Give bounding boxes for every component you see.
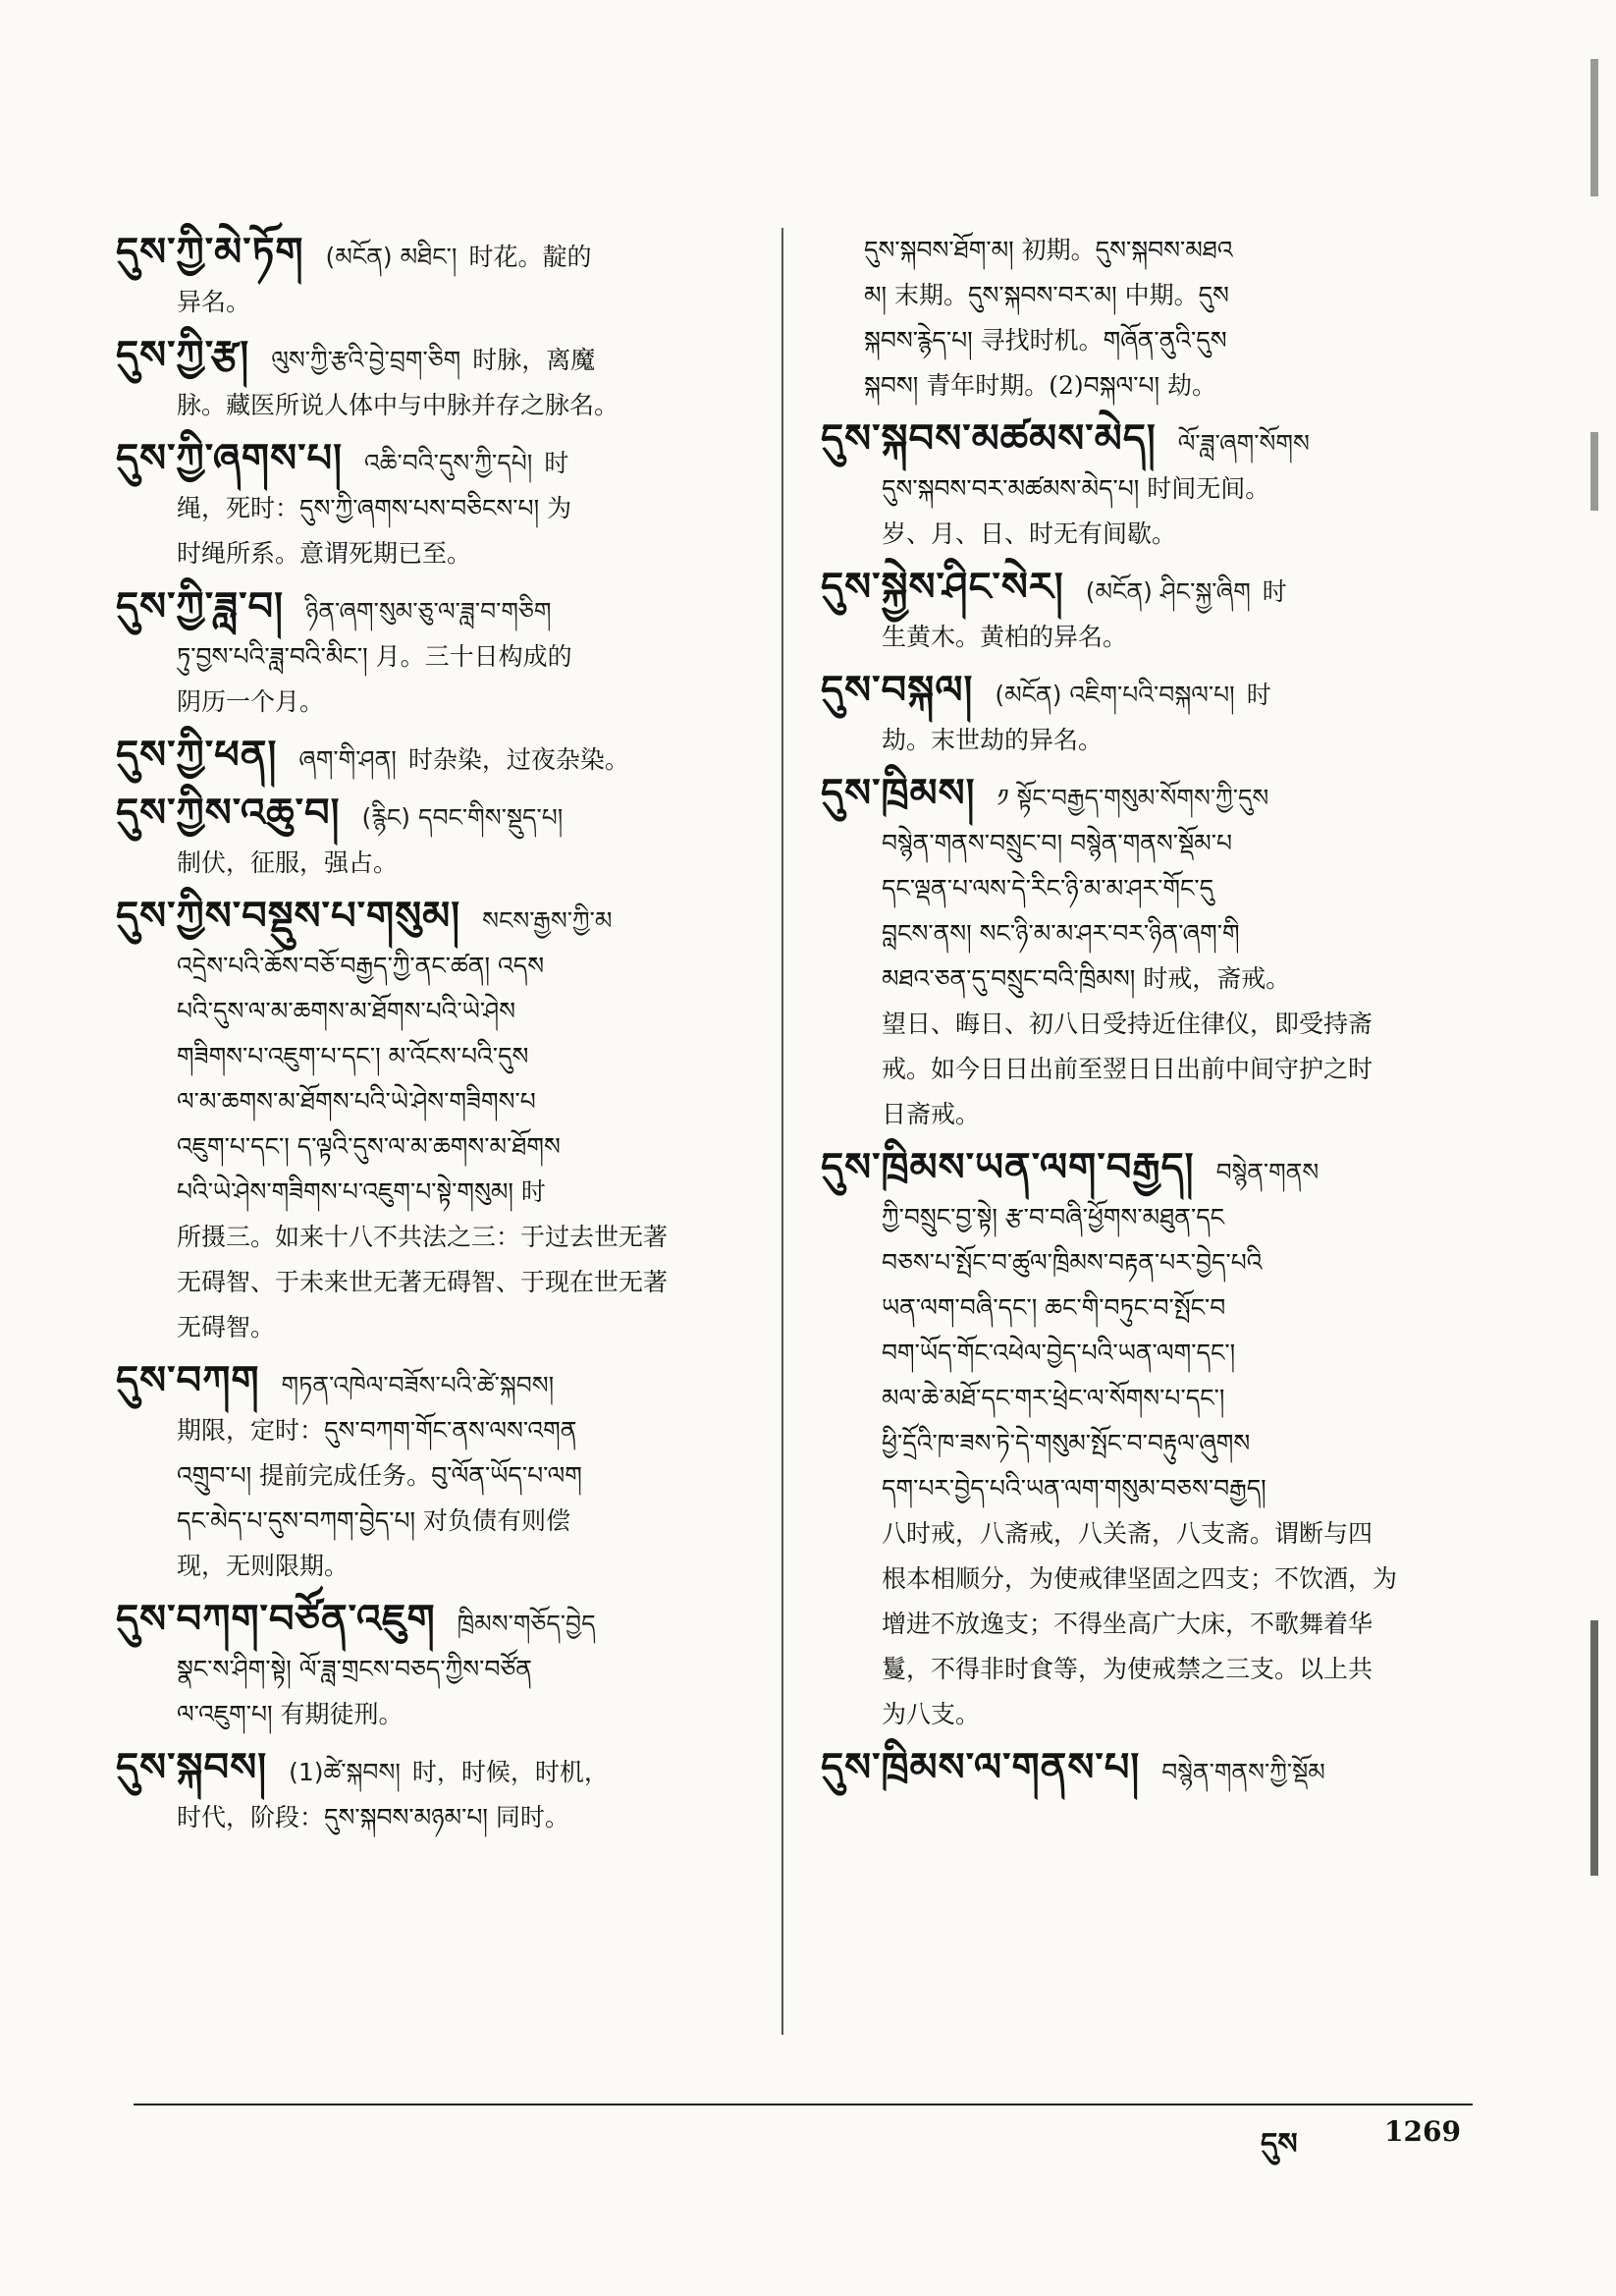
entry-continuation-line: 岁、月、日、时无有间歇。 (882, 519, 1177, 548)
entry-continuation-line: 所摄三。如来十八不共法之三：于过去世无著 (177, 1223, 669, 1251)
entry-continuation-line: 阴历一个月。 (177, 687, 325, 716)
entry-headword: དུས་ཀྱིས་འཆུ་བ། (116, 791, 341, 836)
entry-continuation-line: ཕྱི་དྲོའི་ཁ་ཟས་ཏེ་དེ་གསུམ་སྤོང་བ་བརྟུལ་ཞུགས (882, 1429, 1251, 1457)
dictionary-entry (116, 582, 752, 725)
entry-continuation-line: ཡན་ལག་བཞི་དང་། ཆང་གི་བཏུང་བ་སྤོང་བ (882, 1293, 1226, 1322)
column-divider (781, 228, 783, 2035)
entry-tibetan-definition: ཞག་གི་ཤན། (298, 745, 397, 774)
entry-first-line (821, 1743, 1469, 1795)
entry-continuation-line: བླངས་ནས། སང་ཉི་མ་མ་ཤར་བར་ཉིན་ཞག་གི (882, 919, 1240, 948)
page-number: 1269 (1384, 2115, 1461, 2148)
entry-continuation-line: 绳，死时：དུས་ཀྱི་ཞགས་པས་བཅིངས་པ། 为 (177, 494, 572, 522)
dictionary-entry (821, 769, 1469, 1137)
entry-continuation-line: དུས་སྐབས་བར་མཚམས་མེད་པ། 时间无间。 (882, 474, 1270, 503)
entry-first-line (116, 1356, 752, 1408)
entry-continuation-line: བག་ཡོད་གོང་འཕེལ་བྱེད་པའི་ཡན་ལག་དང་། (882, 1339, 1236, 1367)
entry-first-line (116, 1743, 752, 1795)
entry-continuation-line: པའི་ཡེ་ཤེས་གཟིགས་པ་འཇུག་པ་སྟེ་གསུམ། 时 (177, 1177, 546, 1206)
entry-continuation-line: འདྲེས་པའི་ཆོས་བཅོ་བརྒྱད་ཀྱི་ནང་ཚན། འདས (177, 952, 545, 980)
entry-tibetan-definition: (མངོན) མཐིང་། (325, 243, 458, 271)
entry-first-line (821, 666, 1469, 718)
entry-continuation-line: འགྲུབ་པ། 提前完成任务。བུ་ལོན་ཡོད་པ་ལག (177, 1461, 582, 1490)
entry-continuation-line: སྐབས་རྙེད་པ། 寻找时机。གཞོན་ནུའི་དུས (864, 326, 1227, 355)
entry-chinese-definition: 时 (544, 449, 569, 477)
entry-continuation-line: སྐབས། 青年时期。(2)བསྐལ་པ། 劫。 (864, 371, 1217, 400)
entry-chinese-definition: 时，时候，时机， (411, 1758, 609, 1786)
entry-continuation-line: 现，无则限期。 (177, 1552, 350, 1580)
entry-first-line (116, 434, 752, 486)
dictionary-entry (116, 228, 752, 325)
scan-edge-mark (1590, 1620, 1598, 1876)
entry-continuation-line: འཇུག་པ་དང་། ད་ལྟའི་དུས་ལ་མ་ཆགས་མ་ཐོགས (177, 1132, 561, 1161)
entry-headword: དུས་བསྐལ། (821, 668, 974, 713)
entry-first-line (821, 1143, 1469, 1195)
entry-tibetan-definition: (མངོན) ཤིང་སྐྱ་ཞིག (1085, 577, 1251, 606)
entry-continuation-line: སྣང་ས་ཤིག་སྟེ། ལོ་ཟླ་གྲངས་བཅད་ཀྱིས་བཙོན (177, 1655, 532, 1683)
entry-continuation-line: ལ་འཇུག་པ། 有期徒刑。 (177, 1700, 404, 1728)
dictionary-entry (821, 563, 1469, 660)
entry-continuation-line: 劫。末世劫的异名。 (882, 726, 1104, 754)
entry-continuation-line: མ། 末期。དུས་སྐབས་བར་མ། 中期。དུས (864, 281, 1229, 309)
entry-continuation-line: 无碍智。 (177, 1313, 276, 1341)
entry-headword: དུས་ཀྱི་ཟླ་བ། (116, 584, 284, 629)
entry-continuation-line: མཐའ་ཅན་དུ་བསྲུང་བའི་ཁྲིམས། 时戒，斋戒。 (882, 964, 1291, 993)
entry-tibetan-definition: སངས་རྒྱས་ཀྱི་མ (482, 906, 613, 935)
entry-continuation-line: 时代，阶段：དུས་སྐབས་མཉམ་པ། 同时。 (177, 1803, 569, 1831)
entry-chinese-definition: 时花。靛的 (468, 243, 592, 271)
dictionary-entry (116, 1595, 752, 1737)
entry-first-line (116, 892, 752, 944)
entry-tibetan-definition: (རྙིང) དབང་གིས་སྡུད་པ། (361, 803, 564, 832)
dictionary-entry (116, 892, 752, 1350)
entry-continuation-line: ལ་མ་ཆགས་མ་ཐོགས་པའི་ཡེ་ཤེས་གཟིགས་པ (177, 1087, 536, 1116)
right-column (821, 228, 1469, 1801)
entry-headword: དུས་ཀྱིས་བསྡུས་པ་གསུམ། (116, 894, 461, 939)
entry-headword: དུས་སྐྱེས་ཤིང་སེར། (821, 565, 1064, 610)
entry-continuation-line: 增进不放逸支；不得坐高广大床，不歌舞着华 (882, 1610, 1374, 1638)
entry-headword: དུས་སྐབས། (116, 1745, 268, 1790)
entry-headword: དུས་ཁྲིམས། (821, 771, 976, 816)
entry-continuation-line: 脉。藏医所说人体中与中脉并存之脉名。 (177, 391, 619, 419)
entry-continuation-line: 生黄木。黄柏的异名。 (882, 623, 1128, 651)
dictionary-entry (116, 1356, 752, 1589)
entry-tibetan-definition: ༡ སྟོང་བརྒྱད་གསུམ་སོགས་ཀྱི་དུས (997, 784, 1269, 812)
entry-first-line (116, 789, 752, 841)
entry-headword: དུས་སྐབས་མཚམས་མེད། (821, 416, 1157, 462)
dictionary-entry (821, 1143, 1469, 1737)
dictionary-entry (821, 666, 1469, 763)
entry-continuation-line: 为八支。 (882, 1700, 981, 1728)
entry-continuation-line: དང་མེད་པ་དུས་བཀག་བྱེད་པ། 对负债有则偿 (177, 1506, 571, 1535)
entry-tibetan-definition: ལོ་ཟླ་ཞག་སོགས (1177, 429, 1310, 458)
dictionary-entry (116, 789, 752, 886)
entry-continuation-line: 制伏，征服，强占。 (177, 848, 399, 877)
entry-tibetan-definition: འཆི་བའི་དུས་ཀྱི་དཔེ། (364, 449, 533, 477)
dictionary-entry (821, 1743, 1469, 1795)
entry-first-line (821, 563, 1469, 615)
entry-continuation-line: བསྙེན་གནས་བསྲུང་བ། བསྙེན་གནས་སྡོམ་པ (882, 829, 1232, 857)
footer-rule (134, 2104, 1473, 2105)
entry-continuation-line: པའི་དུས་ལ་མ་ཆགས་མ་ཐོགས་པའི་ཡེ་ཤེས (177, 997, 516, 1025)
entry-continuation-line: དང་ལྡན་པ་ལས་དེ་རིང་ཉི་མ་མ་ཤར་གོང་དུ (882, 874, 1214, 902)
entry-first-line (116, 331, 752, 383)
entry-headword: དུས་ཀྱི་རྩ། (116, 333, 250, 378)
entry-continuation-line: དག་པར་བྱེད་པའི་ཡན་ལག་གསུམ་བཅས་བརྒྱད། (882, 1474, 1266, 1503)
entry-first-line (116, 228, 752, 280)
dictionary-entry (821, 228, 1469, 409)
entry-continuation-line: 无碍智、于未来世无著无碍智、于现在世无著 (177, 1268, 669, 1296)
dictionary-entry (116, 434, 752, 576)
dictionary-entry (821, 414, 1469, 557)
entry-chinese-definition: 时杂染，过夜杂染。 (407, 745, 629, 774)
entry-tibetan-definition: ཉིན་ཞག་སུམ་ཅུ་ལ་ཟླ་བ་གཅིག (305, 597, 552, 626)
entry-headword: དུས་ཀྱི་ཞགས་པ། (116, 436, 343, 481)
left-column (116, 228, 752, 1846)
entry-continuation-line: མལ་ཆེ་མཐོ་དང་གར་ཕྲེང་ལ་སོགས་པ་དང་། (882, 1384, 1225, 1412)
entry-headword: དུས་ཁྲིམས་ལ་གནས་པ། (821, 1745, 1141, 1790)
entry-continuation-line: བཅས་པ་སྤོང་བ་ཚུལ་ཁྲིམས་བརྟན་པར་བྱེད་པའི (882, 1248, 1263, 1277)
entry-headword: དུས་བཀག་བཙོན་འཇུག (116, 1597, 436, 1642)
entry-headword: དུས་བཀག (116, 1358, 260, 1403)
entry-continuation-line: 日斋戒。 (882, 1100, 981, 1128)
entry-continuation-line: 鬘，不得非时食等，为使戒禁之三支。以上共 (882, 1655, 1374, 1683)
entry-continuation-line: 异名。 (177, 288, 251, 316)
entry-continuation-line: 期限，定时：དུས་བཀག་གོང་ནས་ལས་འགན (177, 1416, 577, 1445)
entry-first-line (116, 582, 752, 634)
entry-continuation-line: ཀྱི་བསྲུང་བྱ་སྟེ། རྩ་བ་བཞི་ཕྱོགས་མཐུན་དང (882, 1203, 1225, 1231)
entry-tibetan-definition: (མངོན) འཇིག་པའི་བསྐལ་པ། (995, 681, 1235, 709)
dictionary-entry (116, 331, 752, 428)
entry-tibetan-definition: ཁྲིམས་གཅོད་བྱེད (457, 1610, 596, 1638)
entry-continuation-line: དུས་སྐབས་ཐོག་མ། 初期。དུས་སྐབས་མཐའ (864, 236, 1233, 264)
entry-continuation-line: ཏུ་བྱས་པའི་ཟླ་བའི་མིང་། 月。三十日构成的 (177, 642, 572, 671)
entry-headword: དུས་ཀྱི་མེ་ཏོག (116, 230, 304, 275)
entry-headword: དུས་ཀྱི་ཕན། (116, 733, 278, 778)
entry-first-line (821, 414, 1469, 466)
entry-tibetan-definition: གཏན་འཁེལ་བཟོས་པའི་ཚེ་སྐབས། (281, 1371, 555, 1399)
dictionary-entry (116, 1743, 752, 1840)
entry-tibetan-definition: ལུས་ཀྱི་རྩའི་བྱེ་བྲག་ཅིག (271, 346, 461, 374)
dictionary-entry (116, 731, 752, 783)
running-head: དུས (1261, 2127, 1298, 2161)
entry-headword: དུས་ཁྲིམས་ཡན་ལག་བརྒྱད། (821, 1145, 1195, 1190)
entry-tibetan-definition: བསྙེན་གནས (1215, 1158, 1320, 1186)
entry-first-line (821, 769, 1469, 821)
entry-tibetan-definition: (1)ཚེ་སྐབས། (289, 1758, 401, 1786)
entry-chinese-definition: 时 (1262, 577, 1287, 606)
entry-first-line (116, 731, 752, 783)
entry-continuation-line: 时绳所系。意谓死期已至。 (177, 539, 472, 568)
entry-continuation-line: 戒。如今日日出前至翌日日出前中间守护之时 (882, 1055, 1374, 1083)
entry-chinese-definition: 时 (1246, 681, 1271, 709)
entry-continuation-line: 八时戒，八斋戒，八关斋，八支斋。谓断与四 (882, 1519, 1374, 1548)
entry-continuation-line: 望日、晦日、初八日受持近住律仪，即受持斋 (882, 1010, 1374, 1038)
entry-chinese-definition: 时脉，离魔 (472, 346, 596, 374)
entry-tibetan-definition: བསྙེན་གནས་ཀྱི་སྡོམ (1161, 1758, 1325, 1786)
entry-continuation-line: 根本相顺分，为使戒律坚固之四支；不饮酒，为 (882, 1564, 1398, 1593)
entry-first-line (116, 1595, 752, 1647)
scan-edge-mark (1590, 432, 1598, 511)
scan-edge-mark (1590, 59, 1598, 196)
entry-continuation-line: གཟིགས་པ་འཇུག་པ་དང་། མ་འོངས་པའི་དུས (177, 1042, 529, 1070)
